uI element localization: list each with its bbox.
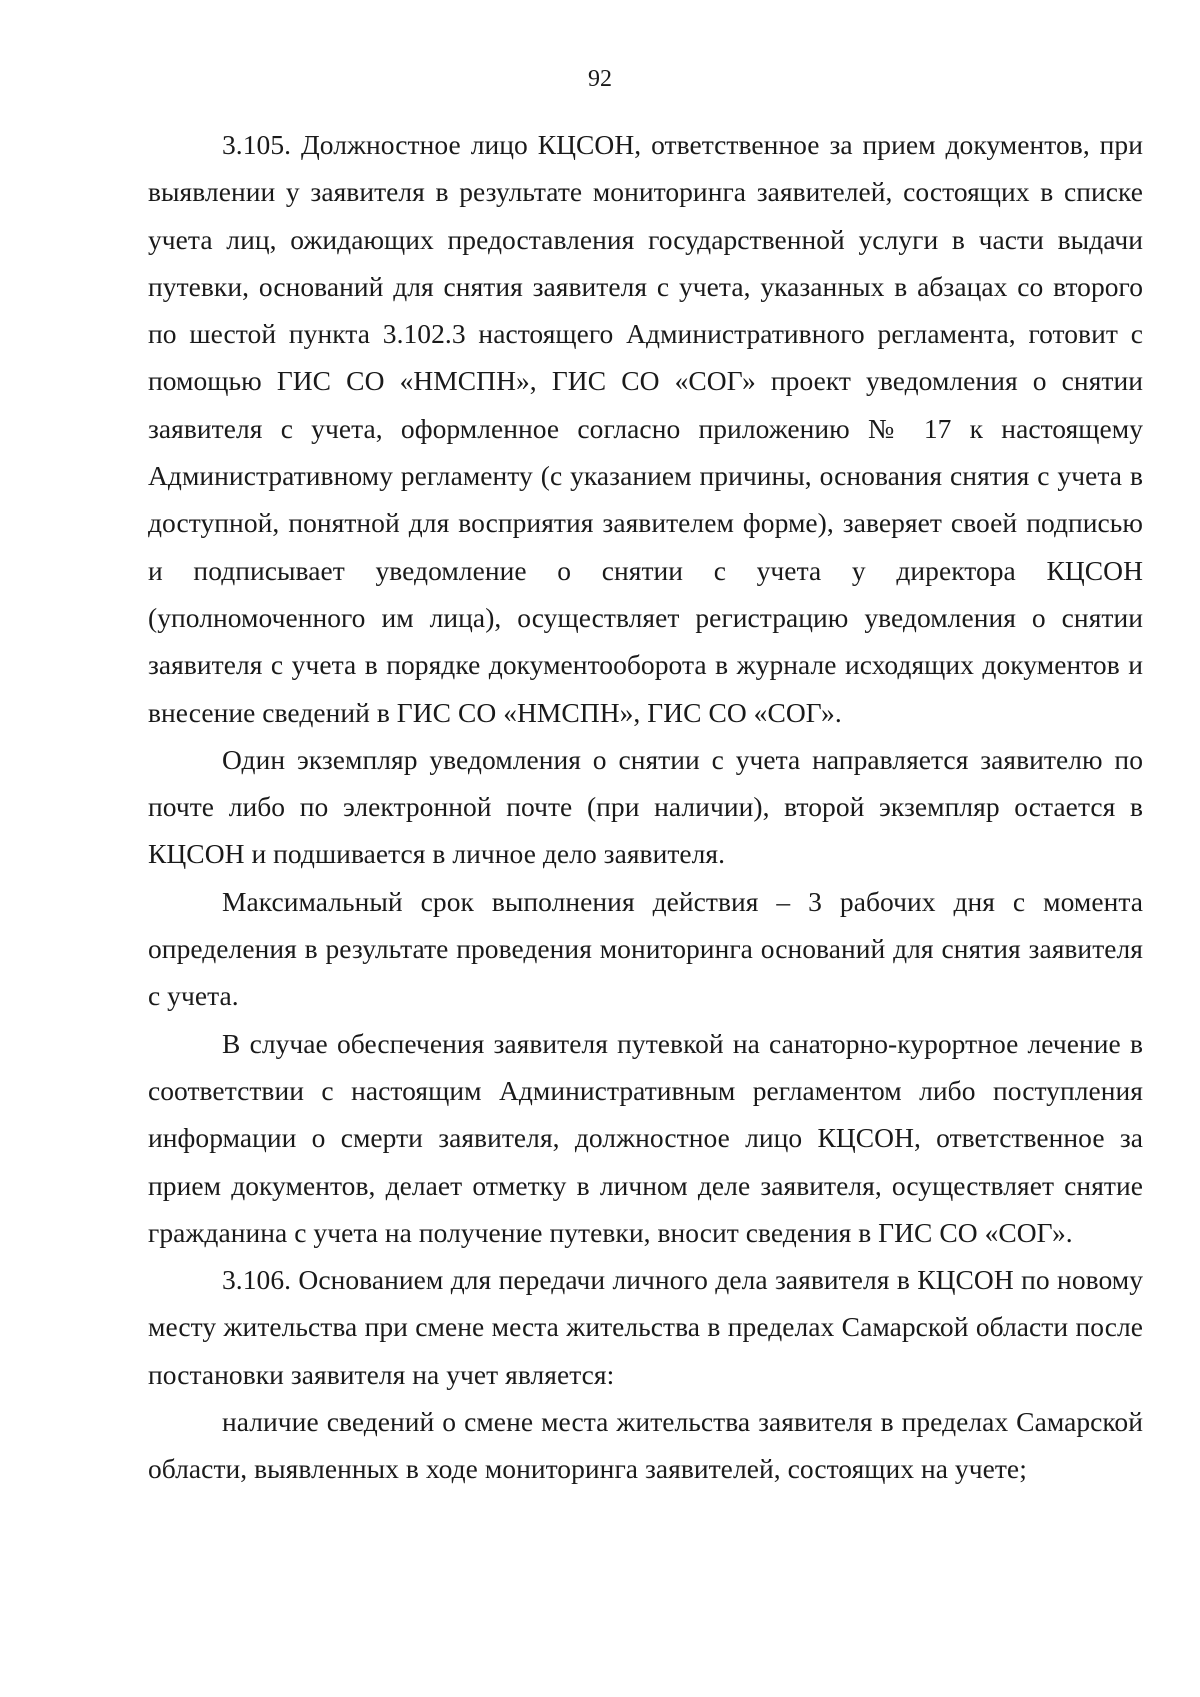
paragraph-residence-change: наличие сведений о смене места жительства заявителя в пределах Самарской области, выявленных в ходе мониторинга заявителей, состоящих на учете; bbox=[148, 1406, 1143, 1485]
document-body bbox=[148, 121, 1143, 1493]
paragraph-max-term: Максимальный срок выполнения действия – 3 рабочих дня с момента определения в результате проведения мониторинга оснований для снятия заявителя с учета. bbox=[148, 885, 1143, 1012]
paragraph-3-106: 3.106. Основанием для передачи личного дела заявителя в КЦСОН по новому месту жительства при смене места жительства в пределах Самарской области после постановки заявителя на учет является: bbox=[148, 1264, 1143, 1390]
page-number: 92 bbox=[588, 66, 612, 92]
paragraph-notice-copy: Один экземпляр уведомления о снятии с учета направляется заявителю по почте либо по электронной почте (при наличии), второй экземпляр остается в КЦСОН и подшивается в личное дело заявителя. bbox=[148, 743, 1143, 870]
paragraph-voucher-or-death: В случае обеспечения заявителя путевкой на санаторно-курортное лечение в соответствии с настоящим Административным регламентом либо поступления информации о смерти заявителя, должностное лицо КЦСОН, ответственное за прием документов, делает отметку в личном деле заявителя, осуществляет снятие гражданина с учета на получение путевки, вносит сведения в ГИС СО «СОГ». bbox=[148, 1027, 1143, 1248]
paragraph-3-105: 3.105. Должностное лицо КЦСОН, ответственное за прием документов, при выявлении у заявителя в результате мониторинга заявителей, состоящих в списке учета лиц, ожидающих предоставления государственной услуги в части выдачи путевки, оснований для снятия заявителя с учета, указанных в абзацах со второго по шестой пункта 3.102.3 настоящего Административного регламента, готовит с помощью ГИС СО «НМСПН», ГИС СО «СОГ» проект уведомления о снятии заявителя с учета, оформленное согласно приложению № 17 к настоящему Административному регламенту (с указанием причины, основания снятия с учета в доступной, понятной для восприятия заявителем форме), заверяет своей подписью и подписывает уведомление о снятии с учета у директора КЦСОН (уполномоченного им лица), осуществляет регистрацию уведомления о снятии заявителя с учета в порядке документооборота в журнале исходящих документов и внесение сведений в ГИС СО «НМСПН», ГИС СО «СОГ». bbox=[148, 129, 1143, 728]
